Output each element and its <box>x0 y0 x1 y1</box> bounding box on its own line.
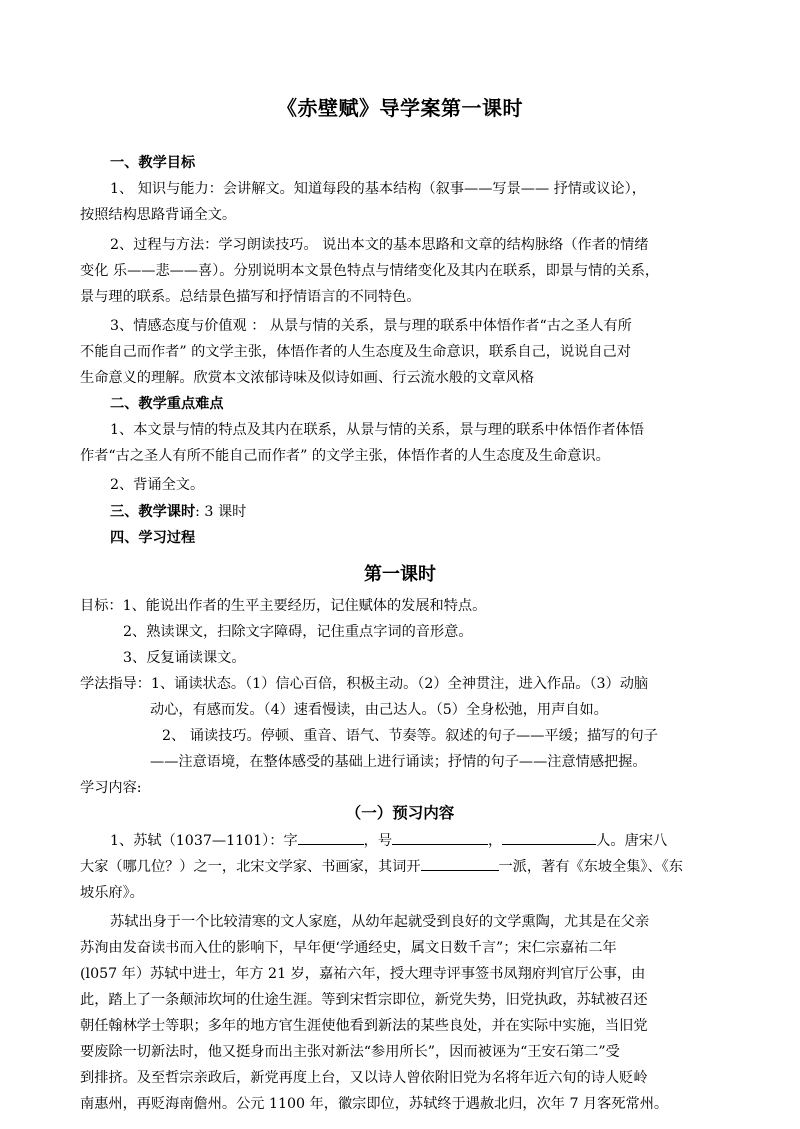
blank-literary-name[interactable] <box>392 828 488 845</box>
bio-line-2: 苏洵由发奋读书而入仕的影响下，早年便‘学通经史，属文日数千言”；宋仁宗嘉祐二年 <box>80 940 617 956</box>
methods-line-3: 2、 诵读技巧。停顿、重音、语气、节奏等。叙述的句子——平缓；描写的句子 <box>162 728 658 744</box>
bio-line-1: 苏轼出身于一个比较清寒的文人家庭，从幼年起就受到良好的文学熏陶，尤其是在父亲 <box>110 914 650 930</box>
bio-line-5: 朝任翰林学士等职；多年的地方官生涯使他看到新法的某些良处，并在实际中实施，当旧党 <box>80 1018 648 1034</box>
goal-knowledge-line-1: 1、 知识与能力：会讲解文。知道每段的基本结构（叙事——写景—— 抒情或议论）， <box>110 181 646 197</box>
goals-line-3: 3、反复诵读课文。 <box>123 650 246 666</box>
goal-knowledge-line-2: 按照结构思路背诵全文。 <box>80 207 237 223</box>
preview-title: （一）预习内容 <box>345 804 455 822</box>
preview-line-2-text-b: 一派，著有《东坡全集》、《东 <box>498 859 683 875</box>
blank-courtesy-name[interactable] <box>298 828 364 845</box>
bio-line-7: 到排挤。及至哲宗亲政后，新党再度上台，又以诗人曾依附旧党为名将年近六旬的诗人贬岭 <box>80 1070 648 1086</box>
bio-line-8: 南惠州，再贬海南儋州。公元 1100 年，徽宗即位，苏轼终于遇赦北归，次年 7 月客死常州。 <box>80 1096 669 1112</box>
preview-line-1-text-a: 1、苏轼（1037—1101）：字 <box>110 833 298 849</box>
key-points-line-1: 1、本文景与情的特点及其内在联系，从景与情的关系，景与理的联系中体悟作者体悟 <box>110 422 644 438</box>
preview-line-1-text-c: ， <box>488 833 503 849</box>
bio-line-3: (l057 年）苏轼中进士，年方 21 岁，嘉祐六年，授大理寺评事签书凤翔府判官厅公事，由 <box>80 966 646 982</box>
blank-hometown[interactable] <box>502 828 596 845</box>
goals-line-1: 目标：1、能说出作者的生平主要经历，记住赋体的发展和特点。 <box>80 598 487 614</box>
preview-line-2 <box>80 854 683 880</box>
goals-line-2: 2、熟读课文，扫除文字障碍，记住重点字词的音形意。 <box>123 624 473 640</box>
preview-line-1-text-b: ，号 <box>363 833 393 849</box>
document-title: 《赤壁赋》导学案第一课时 <box>277 96 523 120</box>
lesson-title: 第一课时 <box>364 564 436 585</box>
preview-line-2-text-a: 大家（哪几位？）之一，北宋文学家、书画家，其词开 <box>80 859 421 875</box>
goal-process-line-3: 景与理的联系。总结景色描写和抒情语言的不同特色。 <box>80 289 421 305</box>
preview-line-1-text-d: 人。唐宋八 <box>596 833 668 849</box>
goal-process-line-2: 变化 乐——悲——喜）。分别说明本文景色特点与情绪变化及其内在联系，即景与情的关系， <box>80 263 660 279</box>
goal-process-line-1: 2、过程与方法：学习朗读技巧。 说出本文的基本思路和文章的结构脉络（作者的情绪 <box>110 237 649 253</box>
methods-line-2: 动心，有感而发。（4）速看慢读，由己达人。（5）全身松弛，用声自如。 <box>150 702 608 718</box>
key-points-line-2: 作者“古之圣人有所不能自己而作者” 的文学主张，体悟作者的人生态度及生命意识。 <box>80 448 610 464</box>
bio-line-4: 此，踏上了一条颠沛坎坷的仕途生涯。等到宋哲宗即位，新党失势，旧党执政，苏轼被召还 <box>80 992 648 1008</box>
goal-emotion-line-2: 不能自己而作者” 的文学主张，体悟作者的人生态度及生命意识，联系自己，说说自己对 <box>80 344 631 360</box>
blank-ci-school[interactable] <box>421 854 499 871</box>
methods-line-4: ——注意语境，在整体感受的基础上进行诵读；抒情的句子——注意情感把握。 <box>150 754 647 770</box>
goal-emotion-line-1: 3、情感态度与价值观 ： 从景与情的关系，景与理的联系中体悟作者“古之圣人有所 <box>110 318 632 334</box>
key-points-recite: 2、背诵全文。 <box>110 477 205 493</box>
methods-line-1: 学法指导：1、诵读状态。（1）信心百倍，积极主动。（2）全神贯注，进入作品。（3）动脑 <box>80 676 649 692</box>
class-hours-value: : 3 课时 <box>195 504 247 520</box>
section-heading-class-hours: 三、教学课时 <box>110 504 196 520</box>
section-heading-teaching-goals: 一、教学目标 <box>110 155 196 171</box>
preview-line-1 <box>110 828 667 854</box>
section-heading-key-points: 二、教学重点难点 <box>110 396 224 412</box>
bio-line-6: 要废除一切新法时，他又挺身而出主张对新法“参用所长”，因而被诬为“王安石第二”受 <box>80 1044 620 1060</box>
preview-line-3: 坡乐府》。 <box>80 885 144 901</box>
section-class-hours <box>110 499 246 525</box>
goal-emotion-line-3: 生命意义的理解。欣赏本文浓郁诗味及似诗如画、行云流水般的文章风格 <box>80 370 535 386</box>
content-label: 学习内容: <box>80 780 142 796</box>
section-heading-learning-process: 四、学习过程 <box>110 530 196 546</box>
